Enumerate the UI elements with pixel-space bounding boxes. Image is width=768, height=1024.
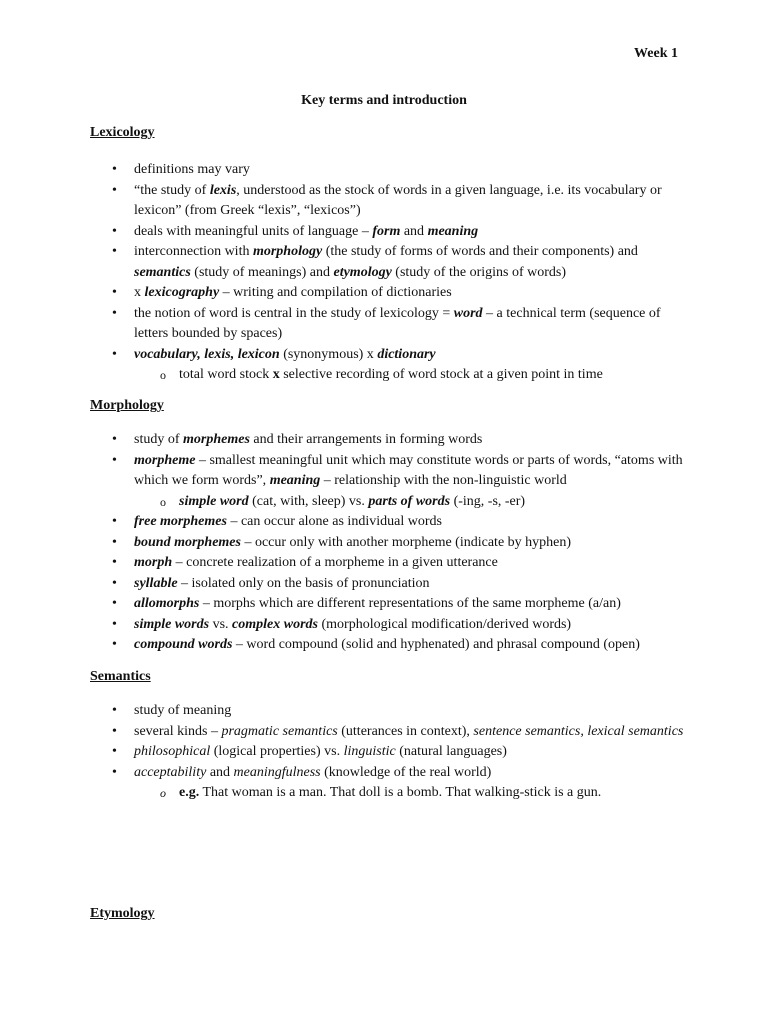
list-item: • several kinds – pragmatic semantics (utterances in context), sentence semantics, lexical semantics [90, 722, 690, 743]
week-label: Week 1 [634, 46, 678, 61]
list-item: • study of morphemes and their arrangements in forming words [90, 430, 690, 451]
list-item: • x lexicography – writing and compilation of dictionaries [90, 283, 690, 304]
list-item: • philosophical (logical properties) vs. linguistic (natural languages) [90, 742, 690, 763]
semantics-list [90, 701, 690, 804]
list-item: • morph – concrete realization of a morpheme in a given utterance [90, 553, 690, 574]
list-item: • vocabulary, lexis, lexicon (synonymous) x dictionary [90, 345, 690, 366]
list-item: • morpheme – smallest meaningful unit which may constitute words or parts of words, “atoms with which we form words”, meaning – relationship with the non-linguistic world [90, 451, 690, 492]
list-item: • definitions may vary [90, 160, 690, 181]
list-item: • free morphemes – can occur alone as individual words [90, 512, 690, 533]
list-item: • interconnection with morphology (the study of forms of words and their components) and semantics (study of meanings) and etymology (study of the origins of words) [90, 242, 690, 283]
lexicology-list [90, 160, 690, 386]
list-item: • the notion of word is central in the study of lexicology = word – a technical term (sequence of letters bounded by spaces) [90, 304, 690, 345]
list-item: • acceptability and meaningfulness (knowledge of the real world) [90, 763, 690, 784]
list-item: • compound words – word compound (solid and hyphenated) and phrasal compound (open) [90, 635, 690, 656]
list-item: • study of meaning [90, 701, 690, 722]
list-item: • simple words vs. complex words (morphological modification/derived words) [90, 615, 690, 636]
list-item: • syllable – isolated only on the basis of pronunciation [90, 574, 690, 595]
list-item: • allomorphs – morphs which are different representations of the same morpheme (a/an) [90, 594, 690, 615]
morphology-list [90, 430, 690, 656]
list-item: • deals with meaningful units of language – form and meaning [90, 222, 690, 243]
heading-semantics: Semantics [90, 669, 151, 684]
list-item: • “the study of lexis, understood as the stock of words in a given language, i.e. its vocabulary or lexicon” (from Greek “lexis”, “lexicos”) [90, 181, 690, 222]
sub-list-item: o e.g. That woman is a man. That doll is a bomb. That walking-stick is a gun. [90, 783, 690, 804]
list-item: • bound morphemes – occur only with another morpheme (indicate by hyphen) [90, 533, 690, 554]
heading-lexicology: Lexicology [90, 125, 155, 140]
heading-etymology: Etymology [90, 906, 155, 921]
document-title: Key terms and introduction [301, 93, 467, 108]
heading-morphology: Morphology [90, 398, 164, 413]
sub-list-item: o total word stock x selective recording of word stock at a given point in time [90, 365, 690, 386]
sub-list-item: o simple word (cat, with, sleep) vs. parts of words (-ing, -s, -er) [90, 492, 690, 513]
